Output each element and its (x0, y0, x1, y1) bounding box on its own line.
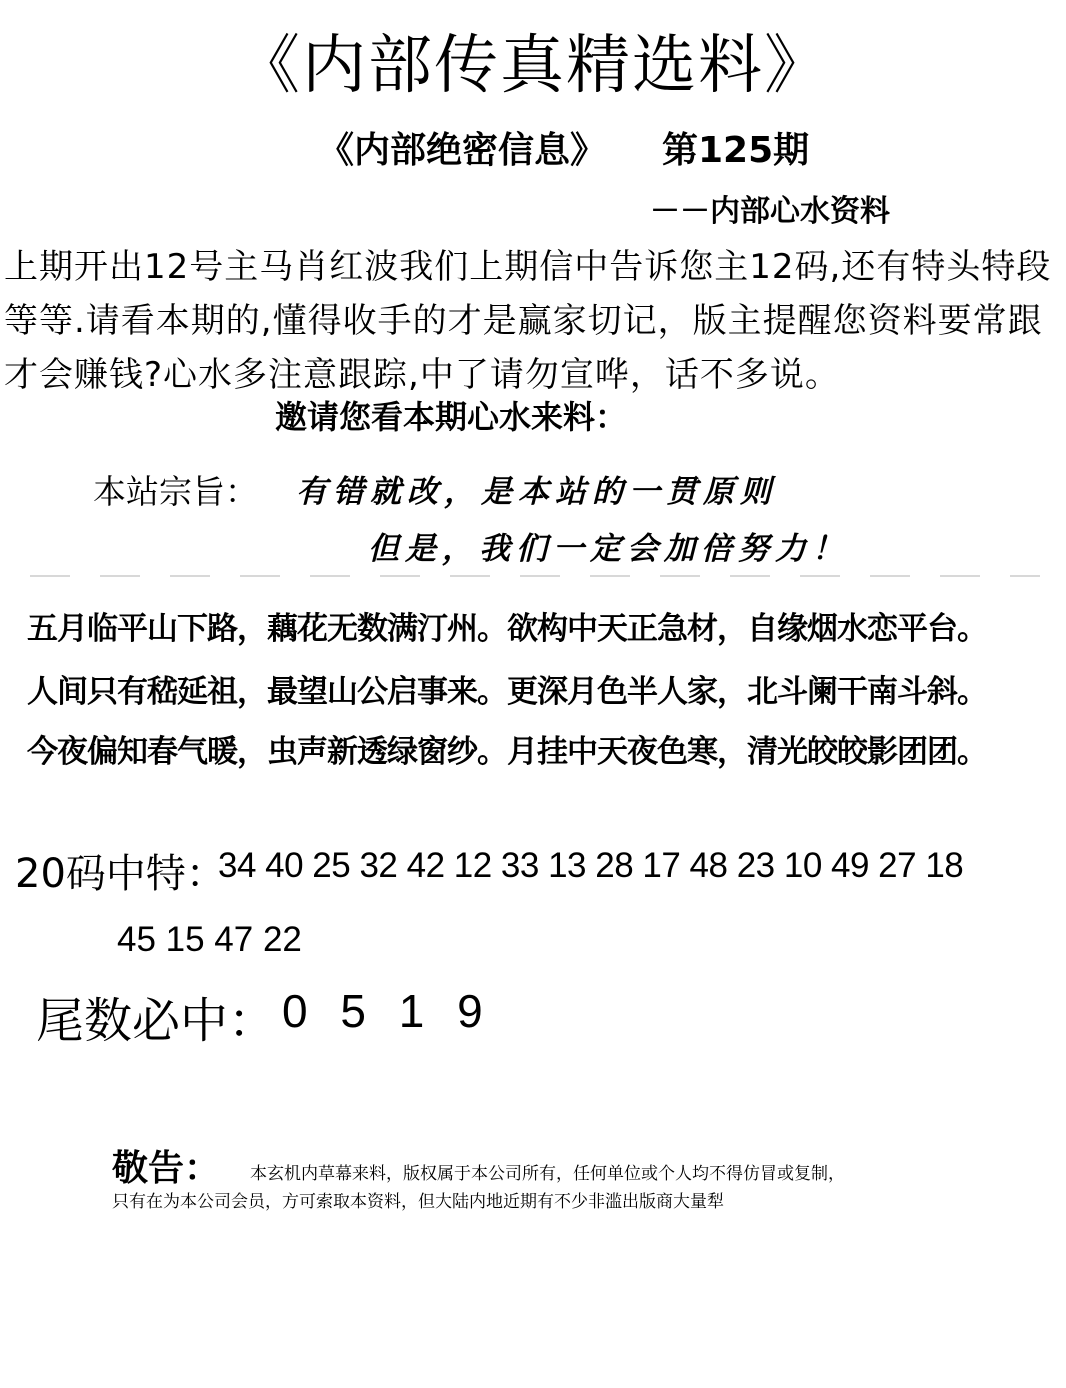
intro-paragraph: 上期开出12号主马肖红波我们上期信中告诉您主12码,还有特头特段等等.请看本期的,懂得收手的才是赢家切记，版主提醒您资料要常跟才会赚钱?心水多注意跟踪,中了请勿宣哗，话不多说。 (4, 247, 1052, 395)
tail-digits: 0 5 1 9 (282, 985, 483, 1037)
tail-label: 尾数必中： (36, 993, 277, 1049)
invite-text: 邀请您看本期心水来料： (275, 398, 628, 436)
codes-label: 20码中特： (15, 851, 226, 897)
codes-line-2: 45 15 47 22 (117, 920, 302, 959)
source-label: －－内部心水资料 (650, 194, 890, 229)
poem-line-1: 五月临平山下路，藕花无数满汀州。欲构中天正急材，自缘烟水恋平台。 (27, 611, 987, 647)
notice-line-2: 只有在为本公司会员，方可索取本资料，但大陆内地近期有不少非滥出版商大量犁 (112, 1192, 724, 1212)
issue-number: 第125期 (662, 130, 810, 171)
subtitle: 《内部绝密信息》 (318, 130, 607, 171)
tenet-label: 本站宗旨： (93, 472, 258, 511)
poem-line-2: 人间只有嵇延祖，最望山公启事来。更深月色半人家，北斗阑干南斗斜。 (27, 674, 987, 710)
tenet-line-2: 但是，我们一定会加倍努力！ (368, 531, 849, 567)
divider (30, 575, 1040, 577)
codes-line-1: 34 40 25 32 42 12 33 13 28 17 48 23 10 49 27 18 (218, 846, 964, 885)
notice-line-1: 本玄机内草幕来料，版权属于本公司所有，任何单位或个人均不得仿冒或复制， (250, 1164, 845, 1184)
page-title: 《内部传真精选料》 (236, 29, 830, 103)
poem-line-3: 今夜偏知春气暖，虫声新透绿窗纱。月挂中天夜色寒，清光皎皎影团团。 (27, 734, 987, 770)
notice-label: 敬告： (112, 1148, 221, 1189)
tenet-line-1: 有错就改，是本站的一贯原则 (296, 474, 777, 510)
